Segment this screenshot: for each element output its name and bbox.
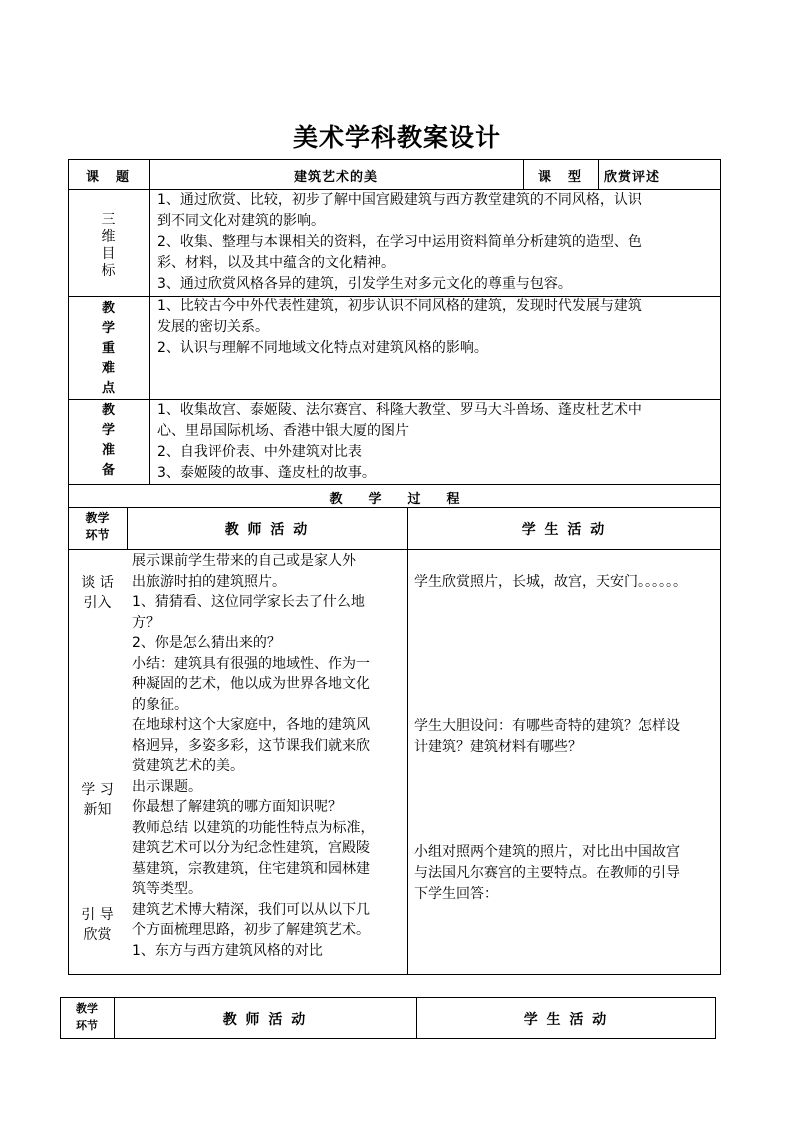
teacher-activity-header: 教 师 活 动 [222, 1012, 308, 1028]
goals-line: 3、通过欣赏风格各异的建筑，引发学生对多元文化的尊重与包容。 [157, 276, 572, 292]
goals-line: 彩、材料，以及其中蕴含的文化精神。 [157, 255, 395, 271]
key-points-label [68, 299, 149, 399]
teacher-line: 小结：建筑具有很强的地域性、作为一 [132, 655, 370, 672]
key-points-line: 发展的密切关系。 [157, 319, 269, 335]
key-points-line: 2、认识与理解不同地域文化特点对建筑风格的影响。 [157, 340, 488, 356]
preparation-line: 心、里昂国际机场、香港中银大厦的图片 [157, 423, 409, 439]
teacher-line: 出示课题。 [132, 778, 202, 795]
stage-header-line: 教学 [85, 511, 110, 525]
teacher-activity-text [132, 551, 404, 961]
key-points-label-char: 学 [101, 321, 115, 336]
stage-label [68, 573, 127, 613]
teacher-line: 的象征。 [132, 696, 188, 713]
stage-header [68, 510, 127, 544]
preparation-line: 1、收集故宫、泰姬陵、法尔赛宫、科隆大教堂、罗马大斗兽场、蓬皮杜艺术中 [157, 402, 642, 418]
preparation-label-char: 学 [101, 423, 115, 438]
teacher-line: 出旅游时拍的建筑照片。 [132, 573, 286, 590]
student-line: 学生欣赏照片，长城，故宫，天安门。。。。。。 [414, 574, 687, 590]
stage-label-line: 学 习 [81, 782, 114, 798]
process-title: 教 学 过 程 [329, 492, 460, 507]
stage-header-line: 环节 [76, 1019, 98, 1032]
teacher-line: 赏建筑艺术的美。 [132, 758, 244, 774]
rule [598, 159, 599, 189]
teacher-line: 1、猜猜看、这位同学家长去了什么地 [132, 594, 365, 610]
rule [68, 484, 721, 485]
stage-label [68, 780, 127, 820]
key-points-label-char: 点 [101, 381, 115, 396]
teacher-line: 个方面梳理思路，初步了解建筑艺术。 [132, 922, 370, 938]
rule [149, 159, 150, 484]
key-points-label-char: 重 [101, 341, 115, 356]
teacher-line: 在地球村这个大家庭中，各地的建筑风 [132, 717, 370, 733]
preparation-line: 2、自我评价表、中外建筑对比表 [157, 444, 362, 460]
teacher-line: 墓建筑，宗教建筑，住宅建筑和园林建 [132, 860, 370, 877]
goals-line: 2、收集、整理与本课相关的资料，在学习中运用资料简单分析建筑的造型、色 [157, 234, 642, 250]
goals-label-char: 标 [101, 263, 116, 279]
teacher-line: 建筑艺术博大精深，我们可以从以下几 [132, 901, 370, 918]
student-line: 计建筑？建筑材料有哪些？ [414, 739, 582, 755]
teacher-line: 你最想了解建筑的哪方面知识呢？ [132, 799, 342, 815]
stage-header-line: 环节 [85, 528, 110, 542]
key-points-text [157, 296, 719, 359]
rule [68, 549, 721, 550]
topic-value: 建筑艺术的美 [293, 170, 378, 185]
student-activity-text [414, 716, 719, 758]
goals-line: 到不同文化对建筑的影响。 [157, 213, 325, 229]
stage-header [60, 1000, 114, 1034]
teacher-line: 筑等类型。 [132, 881, 202, 897]
stage-label-line: 新知 [83, 802, 112, 818]
teacher-line: 2、你是怎么猜出来的？ [132, 635, 281, 651]
goals-text [157, 190, 719, 295]
type-label: 课 型 [537, 170, 583, 185]
student-line: 下学生回答： [414, 886, 498, 902]
topic-label: 课 题 [85, 170, 131, 185]
preparation-label-char: 备 [101, 463, 115, 478]
stage-header-line: 教学 [76, 1002, 98, 1015]
key-points-label-char: 教 [101, 301, 115, 316]
teacher-line: 教师总结 以建筑的功能性特点为标准， [132, 819, 375, 836]
type-value: 欣赏评述 [604, 170, 661, 185]
stage-label-line: 引入 [83, 595, 112, 611]
preparation-line: 3、泰姬陵的故事、蓬皮杜的故事。 [157, 465, 376, 481]
goals-label-char: 三 [101, 212, 116, 228]
goals-label-char: 目 [101, 246, 116, 262]
goals-label-char: 维 [101, 229, 116, 245]
teacher-line: 1、东方与西方建筑风格的对比 [132, 942, 323, 959]
teacher-line: 方？ [132, 614, 160, 631]
key-points-label-char: 难 [101, 361, 115, 376]
preparation-text [157, 400, 719, 484]
student-activity-header: 学 生 活 动 [523, 1012, 609, 1028]
student-line: 与法国凡尔赛宫的主要特点。在教师的引导 [414, 865, 680, 881]
student-activity-header: 学 生 活 动 [521, 522, 607, 538]
goals-label [68, 212, 149, 280]
student-line: 学生大胆设问：有哪些奇特的建筑？怎样设 [414, 718, 680, 734]
stage-label-line: 引 导 [81, 907, 114, 923]
rule [407, 507, 408, 975]
teacher-line: 种凝固的艺术，他以成为世界各地文化 [132, 676, 370, 692]
stage-label [68, 905, 127, 945]
goals-line: 1、通过欣赏、比较，初步了解中国宫殿建筑与西方教堂建筑的不同风格，认识 [157, 192, 642, 208]
stage-label-line: 谈 话 [81, 575, 114, 591]
rule [68, 507, 721, 508]
student-activity-text [414, 842, 719, 905]
teacher-line: 展示课前学生带来的自己或是家人外 [132, 553, 356, 569]
preparation-label [68, 401, 149, 481]
key-points-line: 1、比较古今中外代表性建筑，初步认识不同风格的建筑，发现时代发展与建筑 [157, 298, 642, 314]
student-activity-text [414, 572, 719, 593]
page-title: 美术学科教案设计 [292, 123, 501, 152]
stage-label-line: 欣赏 [83, 927, 112, 943]
student-line: 小组对照两个建筑的照片，对比出中国故宫 [414, 844, 680, 860]
teacher-line: 格迥异，多姿多彩，这节课我们就来欣 [132, 737, 370, 754]
teacher-line: 建筑艺术可以分为纪念性建筑，宫殿陵 [132, 840, 370, 856]
preparation-label-char: 准 [101, 443, 115, 458]
teacher-activity-header: 教 师 活 动 [224, 522, 310, 538]
preparation-label-char: 教 [101, 403, 115, 418]
